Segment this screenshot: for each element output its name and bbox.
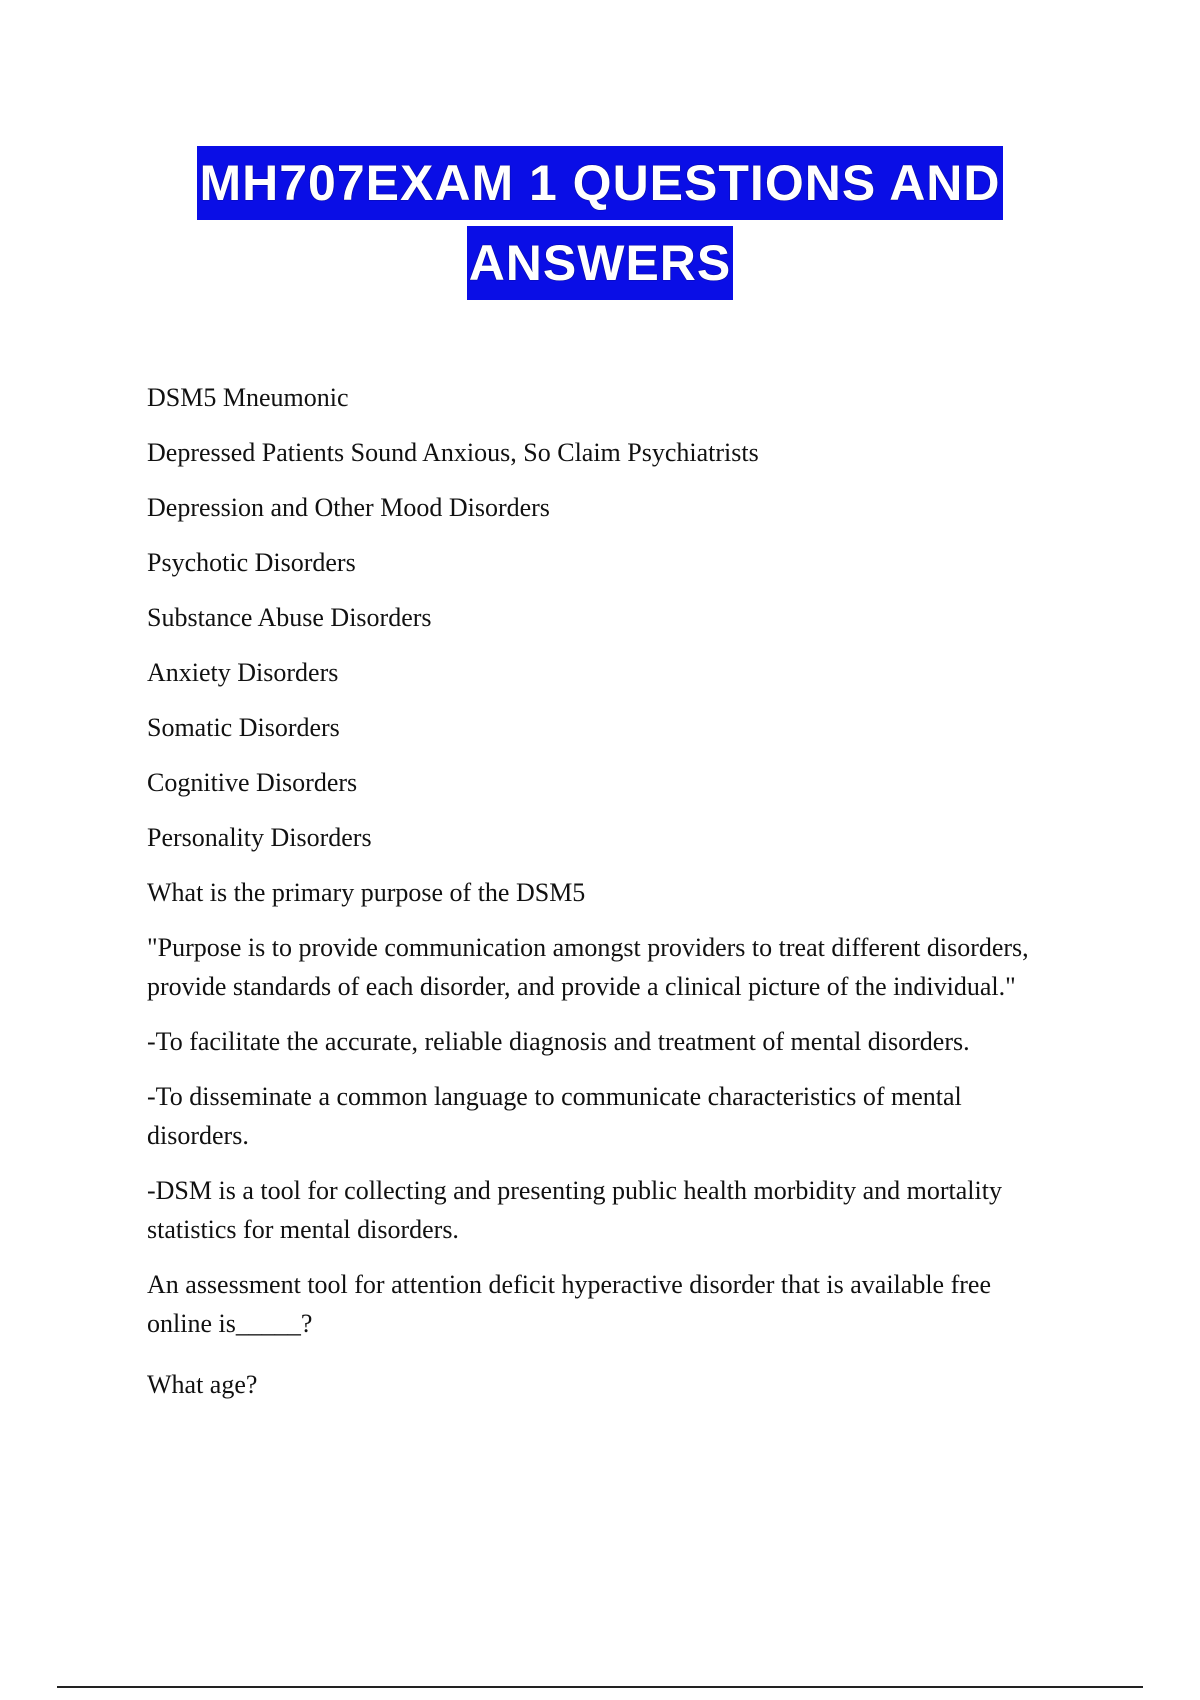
footer-divider	[57, 1686, 1143, 1688]
paragraph-purpose-point-2: -To disseminate a common language to communicate characteristics of mental disorders.	[147, 1082, 962, 1150]
paragraph-purpose-quote: "Purpose is to provide communication amongst providers to treat different disorders, provide standards of each disorder, and provide a clinical picture of the individual."	[147, 933, 1029, 1001]
paragraph-mnemonic: Depressed Patients Sound Anxious, So Claim Psychiatrists	[147, 438, 759, 467]
paragraph-psychotic-disorders: Psychotic Disorders	[147, 548, 356, 577]
paragraph-personality-disorders: Personality Disorders	[147, 823, 372, 852]
paragraph-mnemonic-heading: DSM5 Mneumonic	[147, 383, 349, 412]
paragraph-anxiety-disorders: Anxiety Disorders	[147, 658, 339, 687]
title-line-1: MH707EXAM 1 QUESTIONS AND	[197, 146, 1002, 220]
paragraph-mood-disorders: Depression and Other Mood Disorders	[147, 493, 550, 522]
document-body	[147, 378, 1057, 1420]
paragraph-purpose-point-1: -To facilitate the accurate, reliable diagnosis and treatment of mental disorders.	[147, 1027, 970, 1056]
paragraph-cognitive-disorders: Cognitive Disorders	[147, 768, 358, 797]
paragraph-question-age: What age?	[147, 1370, 258, 1399]
paragraph-question-adhd-tool: An assessment tool for attention deficit hyperactive disorder that is available free online is_____?	[147, 1270, 991, 1338]
document-title	[0, 146, 1200, 306]
paragraph-purpose-point-3: -DSM is a tool for collecting and presenting public health morbidity and mortality statistics for mental disorders.	[147, 1176, 1002, 1244]
title-line-2: ANSWERS	[467, 226, 734, 300]
paragraph-question-purpose: What is the primary purpose of the DSM5	[147, 878, 586, 907]
paragraph-somatic-disorders: Somatic Disorders	[147, 713, 340, 742]
paragraph-substance-disorders: Substance Abuse Disorders	[147, 603, 432, 632]
